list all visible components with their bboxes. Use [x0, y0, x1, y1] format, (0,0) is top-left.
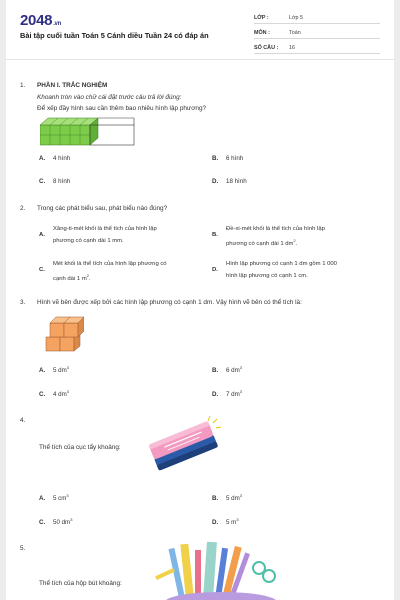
meta-subject-value: Toán [289, 30, 301, 36]
option-letter: D. [212, 391, 219, 399]
option-letter: B. [212, 155, 219, 162]
question-5-number: 5. [20, 545, 26, 552]
eraser-image [146, 415, 228, 475]
option-text: 4 dm [53, 391, 67, 399]
option-1b[interactable] [212, 155, 243, 162]
meta-count-row [254, 40, 380, 54]
meta-class-row [254, 10, 380, 24]
question-4-number: 4. [20, 417, 26, 424]
option-3c[interactable] [39, 389, 69, 398]
question-2-number: 2. [20, 205, 26, 212]
option-letter: A. [39, 232, 45, 238]
option-letter: C. [39, 178, 46, 185]
option-sup: 3 [70, 517, 73, 522]
worksheet-header [6, 0, 394, 60]
question-4-text: Thể tích của cục tẩy khoảng: [39, 444, 121, 451]
option-4c[interactable] [39, 517, 72, 526]
option-letter: A. [39, 367, 46, 375]
question-3-number: 3. [20, 299, 26, 306]
meta-subject-key: MÔN : [254, 30, 270, 36]
option-letter: A. [39, 495, 46, 503]
pencil-case-image [151, 540, 291, 600]
option-line-1: Hình lập phương có cạnh 1 dm gồm 1 000 [226, 261, 337, 267]
option-letter: D. [212, 519, 219, 527]
meta-count-value: 16 [289, 45, 295, 51]
option-line-2: hình lập phương có cạnh 1 cm. [226, 273, 308, 279]
option-3d[interactable] [212, 389, 242, 398]
option-line-1: Xăng-ti-mét khối là thể tích của hình lập [53, 226, 157, 232]
part-heading: PHẦN I. TRẮC NGHIỆM [37, 82, 108, 89]
option-sup: 3 [239, 389, 242, 394]
option-line-1: Đề-xi-mét khối là thể tích của hình lập [226, 226, 325, 232]
option-4d[interactable] [212, 517, 239, 526]
option-sup: 3 [239, 493, 242, 498]
option-sup: 3 [239, 365, 242, 370]
site-logo[interactable] [20, 12, 61, 29]
stacked-cubes-figure [44, 313, 84, 355]
option-text: 18 hình [226, 178, 247, 185]
option-line-2: phương có cạnh dài 1 mm. [53, 238, 124, 244]
question-5-text: Thể tích của hộp bút khoảng: [39, 580, 122, 587]
option-line-2: phương có cạnh dài 1 dm [226, 240, 294, 247]
option-sup: 2 [293, 238, 296, 243]
option-sup: 3 [66, 365, 69, 370]
meta-subject-row [254, 25, 380, 39]
meta-count-key: SỐ CÂU : [254, 45, 279, 51]
option-3b[interactable] [212, 365, 242, 374]
question-2-text: Trong các phát biểu sau, phát biểu nào đúng? [37, 205, 168, 212]
option-text: 8 hình [53, 178, 71, 185]
meta-class-value: Lớp 5 [289, 15, 304, 21]
option-text: 4 hình [53, 155, 71, 162]
option-letter: B. [212, 495, 219, 503]
question-1-text: Để xếp đầy hình sau cần thêm bao nhiêu hình lập phương? [37, 105, 207, 112]
question-1-number: 1. [20, 82, 26, 89]
option-text: 6 hình [226, 155, 244, 162]
option-1d[interactable] [212, 178, 247, 185]
option-text: 7 dm [226, 391, 240, 399]
option-text: 6 dm [226, 367, 240, 375]
option-text: 5 m [226, 519, 237, 527]
option-text: 5 dm [226, 495, 240, 503]
meta-class-key: LỚP : [254, 15, 269, 21]
instruction-text: Khoanh tròn vào chữ cái đặt trước câu trả lời đúng: [37, 94, 182, 101]
option-sup: 3 [66, 493, 69, 498]
option-letter: C. [39, 519, 46, 527]
logo-main: 2048 [20, 12, 53, 29]
option-text: 5 cm [53, 495, 67, 503]
page-title: Bài tập cuối tuần Toán 5 Cánh diều Tuần 24 có đáp án [20, 31, 209, 40]
option-letter: C. [39, 267, 45, 273]
option-letter: D. [212, 178, 219, 185]
question-3-text: Hình vẽ bên được xếp bởi các hình lập phương có cạnh 1 dm. Vậy hình vẽ bên có thể tích là: [37, 299, 302, 306]
option-end: . [295, 240, 298, 247]
option-letter: A. [39, 155, 46, 162]
option-text: 5 dm [53, 367, 67, 375]
worksheet-page [6, 0, 394, 600]
option-sup: 3 [66, 389, 69, 394]
option-letter: D. [212, 267, 218, 273]
option-line-2: cạnh dài 1 m [53, 275, 87, 282]
option-end: . [88, 275, 91, 282]
option-text: 50 dm [53, 519, 71, 527]
option-3a[interactable] [39, 365, 69, 374]
option-1c[interactable] [39, 178, 70, 185]
option-letter: B. [212, 232, 218, 238]
option-letter: C. [39, 391, 46, 399]
cube-row-figure [40, 115, 136, 149]
logo-suffix: .vn [53, 21, 61, 27]
option-sup: 3 [236, 517, 239, 522]
option-sup: 2 [86, 273, 89, 278]
option-1a[interactable] [39, 155, 70, 162]
option-4b[interactable] [212, 493, 242, 502]
option-line-1: Mét khối là thể tích của hình lập phương có [53, 261, 167, 267]
option-letter: B. [212, 367, 219, 375]
option-4a[interactable] [39, 493, 69, 502]
